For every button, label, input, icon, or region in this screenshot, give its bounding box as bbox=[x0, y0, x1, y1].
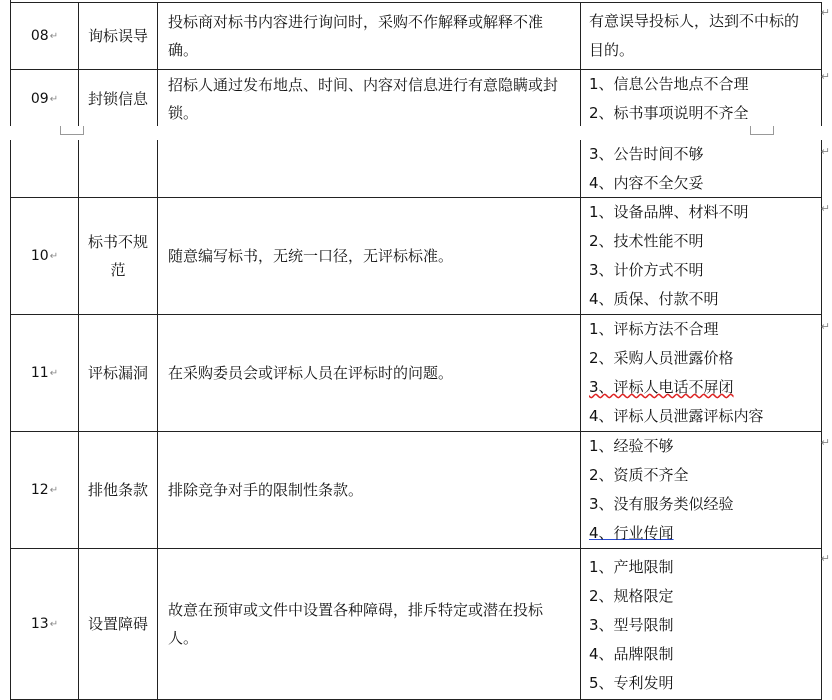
row-number-cell bbox=[11, 140, 79, 197]
row-item: 5、专利发明 bbox=[589, 674, 674, 692]
row-number: 10 bbox=[30, 248, 49, 264]
row-end-mark: ↵ bbox=[820, 552, 830, 565]
row-items-cell bbox=[581, 140, 822, 197]
row-name-cell bbox=[79, 140, 158, 197]
paragraph-mark: ↵ bbox=[49, 367, 59, 379]
row-item: 4、行业传闻 bbox=[589, 524, 674, 542]
row-description: 随意编写标书，无统一口径，无评标标准。 bbox=[168, 247, 454, 265]
row-number: 08 bbox=[30, 28, 49, 44]
row-number-cell bbox=[11, 70, 79, 128]
row-number-cell bbox=[11, 432, 79, 548]
row-description: 排除竞争对手的限制性条款。 bbox=[168, 481, 364, 499]
page-corner-left bbox=[60, 126, 84, 135]
table-page-top bbox=[10, 0, 822, 129]
row-end-mark: ↵ bbox=[820, 145, 830, 158]
row-item: 3、评标人电话不屏闭 bbox=[589, 378, 734, 396]
row-number-cell bbox=[11, 198, 79, 314]
row-items-cell bbox=[581, 549, 822, 699]
table-row bbox=[11, 198, 822, 315]
row-description: 招标人通过发布地点、时间、内容对信息进行有意隐瞒或封锁。 bbox=[168, 76, 559, 122]
row-item: 4、内容不全欠妥 bbox=[589, 173, 704, 192]
row-end-mark: ↵ bbox=[820, 436, 830, 449]
row-number-cell bbox=[11, 3, 79, 69]
row-item: 3、没有服务类似经验 bbox=[589, 495, 734, 513]
row-desc-cell bbox=[158, 70, 581, 128]
table-row bbox=[11, 2, 822, 70]
row-description: 故意在预审或文件中设置各种障碍，排斥特定或潜在投标人。 bbox=[168, 601, 544, 647]
row-number: 12 bbox=[30, 482, 49, 498]
row-item: 1、产地限制 bbox=[589, 558, 674, 576]
row-end-mark: ↵ bbox=[820, 70, 830, 83]
row-name-cell bbox=[79, 315, 158, 431]
paragraph-mark: ↵ bbox=[49, 618, 59, 630]
table-row bbox=[11, 549, 822, 700]
paragraph-mark: ↵ bbox=[49, 93, 59, 105]
row-end-mark: ↵ bbox=[820, 320, 830, 333]
row-desc-cell bbox=[158, 3, 581, 69]
row-items-cell bbox=[581, 70, 822, 128]
row-description: 投标商对标书内容进行询问时，采购不作解释或解释不准确。 bbox=[168, 13, 544, 59]
row-name: 评标漏洞 bbox=[87, 364, 148, 382]
paragraph-mark: ↵ bbox=[49, 250, 59, 262]
table-row bbox=[11, 140, 822, 198]
paragraph-mark: ↵ bbox=[49, 30, 59, 42]
row-desc-cell bbox=[158, 198, 581, 314]
row-name: 封锁信息 bbox=[87, 90, 148, 108]
row-item: 3、计价方式不明 bbox=[589, 261, 704, 279]
row-item: 4、品牌限制 bbox=[589, 645, 674, 663]
table-row bbox=[11, 70, 822, 129]
row-name: 询标误导 bbox=[87, 27, 148, 45]
row-item: 2、资质不齐全 bbox=[589, 466, 689, 484]
row-number-cell bbox=[11, 315, 79, 431]
row-items-cell bbox=[581, 198, 822, 314]
row-description: 在采购委员会或评标人员在评标时的问题。 bbox=[168, 364, 454, 382]
row-desc-cell bbox=[158, 140, 581, 197]
row-item: 1、设备品牌、材料不明 bbox=[589, 203, 749, 221]
row-item: 4、评标人员泄露评标内容 bbox=[589, 407, 764, 425]
row-item: 有意误导投标人，达到不中标的目的。 bbox=[589, 12, 800, 59]
page-break bbox=[0, 126, 832, 140]
table-row bbox=[11, 432, 822, 549]
row-end-mark: ↵ bbox=[820, 6, 830, 19]
paragraph-mark: ↵ bbox=[49, 484, 59, 496]
row-desc-cell bbox=[158, 549, 581, 699]
row-name-cell bbox=[79, 70, 158, 128]
row-item: 1、信息公告地点不合理 bbox=[589, 75, 749, 93]
row-item: 4、质保、付款不明 bbox=[589, 290, 719, 308]
row-items-cell bbox=[581, 3, 822, 69]
row-item: 2、技术性能不明 bbox=[589, 232, 704, 250]
table-row bbox=[11, 315, 822, 432]
row-number: 09 bbox=[30, 91, 49, 107]
row-number: 13 bbox=[30, 616, 49, 632]
row-items-cell bbox=[581, 432, 822, 548]
row-items-cell bbox=[581, 315, 822, 431]
row-name-cell bbox=[79, 198, 158, 314]
row-item: 3、公告时间不够 bbox=[589, 144, 704, 163]
row-name-cell bbox=[79, 3, 158, 69]
row-item: 1、评标方法不合理 bbox=[589, 320, 719, 338]
row-item: 2、标书事项说明不齐全 bbox=[589, 104, 749, 122]
row-name-cell bbox=[79, 432, 158, 548]
row-name: 设置障碍 bbox=[87, 615, 148, 633]
row-name-cell bbox=[79, 549, 158, 699]
row-number: 11 bbox=[30, 365, 49, 381]
row-item: 3、型号限制 bbox=[589, 616, 674, 634]
table-page-bottom bbox=[10, 140, 822, 700]
row-number-cell bbox=[11, 549, 79, 699]
row-item: 1、经验不够 bbox=[589, 437, 674, 455]
row-name: 排他条款 bbox=[87, 481, 148, 499]
row-desc-cell bbox=[158, 432, 581, 548]
row-name: 标书不规范 bbox=[87, 233, 148, 279]
page-corner-right bbox=[750, 126, 774, 135]
row-desc-cell bbox=[158, 315, 581, 431]
row-end-mark: ↵ bbox=[820, 202, 830, 215]
row-item: 2、规格限定 bbox=[589, 587, 674, 605]
row-item: 2、采购人员泄露价格 bbox=[589, 349, 734, 367]
